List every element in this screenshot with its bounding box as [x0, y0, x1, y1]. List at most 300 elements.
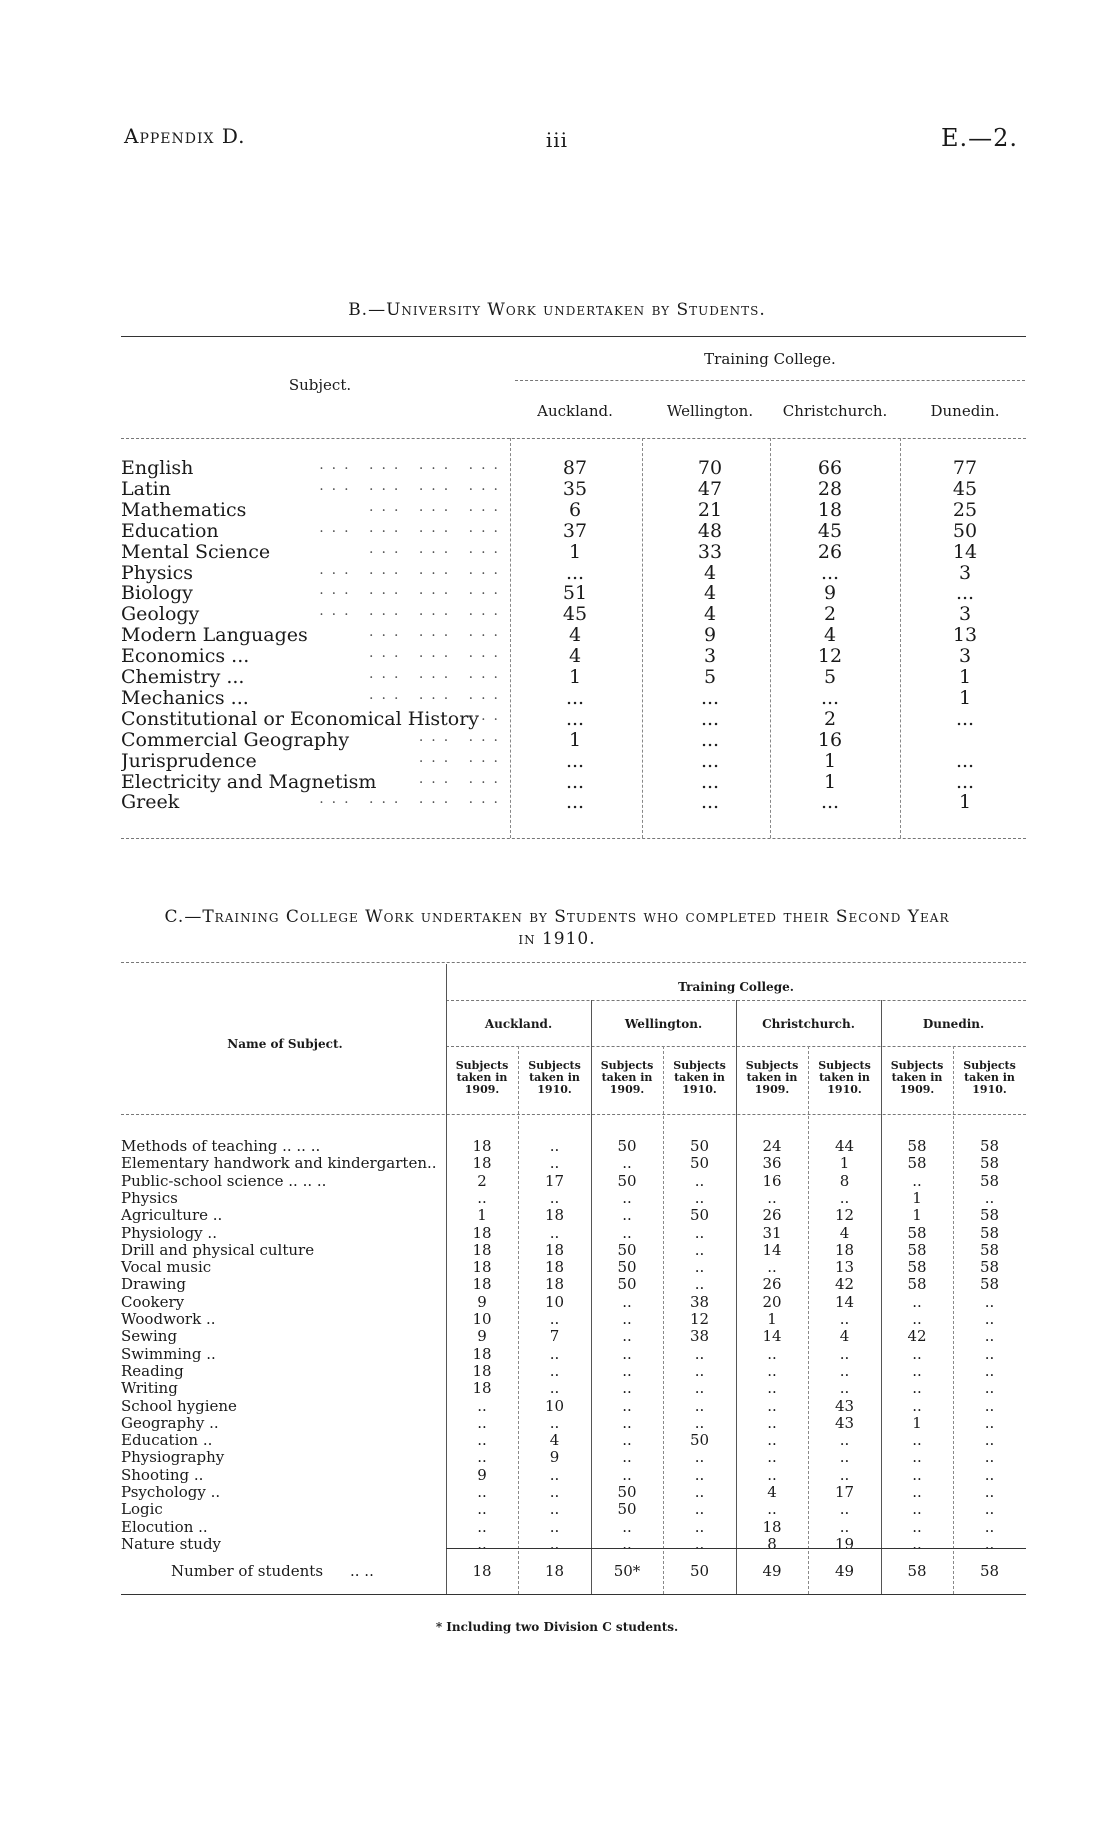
cell-value: 47 [697, 477, 723, 500]
cell-value: ... [955, 582, 975, 605]
cell-value: 4 [703, 603, 717, 626]
cell-value: 17 [834, 1483, 855, 1501]
cell-value: 17 [544, 1171, 565, 1190]
section-c-row [0, 1431, 1114, 1448]
subject-name: Education [121, 519, 219, 542]
section-c-total-rule [446, 1548, 1026, 1549]
cell-value: 18 [817, 498, 843, 521]
cell-value: 18 [472, 1240, 492, 1259]
cell-value: .. [549, 1154, 560, 1173]
cell-value: 66 [817, 457, 843, 479]
section-c-row [0, 1154, 1114, 1171]
cell-value: .. [694, 1534, 705, 1553]
cell-value: 58 [979, 1223, 1000, 1242]
subjects-taken-header: Subjects taken in 1910. [673, 1059, 726, 1096]
section-b-header-rule [121, 438, 1026, 439]
cell-value: .. [694, 1275, 705, 1294]
subjects-taken-header: Subjects taken in 1910. [818, 1059, 871, 1096]
subject-name: Physics [121, 1188, 178, 1207]
cell-value: 19 [834, 1534, 855, 1553]
cell-value: 43 [834, 1413, 855, 1432]
section-b-col-wellington: Wellington. [666, 402, 754, 420]
cell-value: .. [694, 1396, 705, 1415]
cell-value: .. [622, 1465, 632, 1484]
cell-value: 26 [762, 1206, 782, 1225]
cell-value: .. [549, 1500, 560, 1519]
cell-value: 50 [617, 1258, 637, 1277]
section-b-row [0, 687, 1114, 708]
subject-name: Public-school science .. .. .. [121, 1171, 327, 1190]
section-b-col-dunedin: Dunedin. [930, 402, 1000, 420]
cell-value: 2 [823, 707, 837, 730]
cell-value: 1 [823, 749, 837, 772]
leader-dots: ... ... ... ... [319, 791, 506, 808]
cell-value: 10 [544, 1396, 565, 1415]
section-c-row [0, 1275, 1114, 1292]
cell-value: 50 [952, 519, 978, 542]
cell-value: .. [477, 1500, 487, 1519]
leader-dots: ... ... [418, 749, 506, 766]
total-value: 49 [762, 1562, 782, 1580]
section-c-row [0, 1327, 1114, 1344]
section-b-row [0, 624, 1114, 645]
section-c-row [0, 1189, 1114, 1206]
subject-name: Nature study [121, 1534, 222, 1553]
section-c-title-line2: in 1910. [518, 929, 596, 949]
cell-value: ... [700, 707, 720, 730]
section-b-row [0, 541, 1114, 562]
cell-value: 50 [617, 1240, 637, 1259]
cell-value: .. [984, 1500, 995, 1519]
cell-value: 50 [617, 1171, 637, 1190]
cell-value: .. [984, 1448, 995, 1467]
cell-value: .. [767, 1465, 777, 1484]
cell-value: ... [700, 749, 720, 772]
subject-name: Drawing [121, 1275, 187, 1294]
cell-value: 20 [762, 1292, 782, 1311]
cell-value: .. [984, 1483, 995, 1501]
cell-value: 58 [979, 1258, 1000, 1277]
subject-name: Agriculture .. [121, 1206, 223, 1225]
section-b-group-header: Training College. [704, 350, 836, 368]
cell-value: .. [839, 1465, 850, 1484]
cell-value: 3 [703, 645, 717, 668]
subject-name: Writing [121, 1379, 178, 1398]
cell-value: 13 [952, 624, 978, 647]
cell-value: 18 [472, 1275, 492, 1294]
cell-value: 58 [907, 1223, 927, 1242]
leader-dots: ... ... ... [369, 624, 506, 641]
cell-value: 58 [907, 1137, 927, 1155]
subject-name: Elocution .. [121, 1517, 208, 1536]
cell-value: .. [622, 1206, 632, 1225]
cell-value: 9 [823, 582, 837, 605]
section-c-row [0, 1448, 1114, 1465]
cell-value: 50 [617, 1275, 637, 1294]
cell-value: .. [622, 1396, 632, 1415]
cell-value: .. [694, 1448, 705, 1467]
section-b-row [0, 729, 1114, 750]
cell-value: 9 [477, 1292, 487, 1311]
cell-value: .. [767, 1448, 777, 1467]
cell-value: 5 [703, 666, 717, 688]
subject-name: Jurisprudence [121, 749, 257, 772]
section-c-college-christchurch: Christchurch. [762, 1017, 855, 1031]
cell-value: 10 [544, 1292, 565, 1311]
cell-value: ... [955, 770, 975, 793]
cell-value: ... [700, 770, 720, 793]
cell-value: .. [767, 1413, 777, 1432]
total-label: Number of students [171, 1562, 324, 1580]
cell-value: 26 [762, 1275, 782, 1294]
cell-value: .. [767, 1379, 777, 1398]
cell-value: 18 [472, 1223, 492, 1242]
cell-value: .. [477, 1534, 487, 1553]
section-c-header-rule [121, 1114, 1026, 1115]
cell-value: ... [565, 770, 585, 793]
cell-value: 50 [617, 1483, 637, 1501]
section-c-row [0, 1518, 1114, 1535]
cell-value: .. [549, 1379, 560, 1398]
cell-value: .. [622, 1154, 632, 1173]
leader-dots: ... ... ... ... [319, 457, 506, 473]
cell-value: 1 [912, 1188, 922, 1207]
cell-value: .. [767, 1431, 777, 1450]
subject-name: Elementary handwork and kindergarten.. [121, 1154, 437, 1173]
cell-value: 9 [477, 1327, 487, 1346]
cell-value: .. [477, 1431, 487, 1450]
cell-value: .. [477, 1413, 487, 1432]
cell-value: 13 [834, 1258, 855, 1277]
cell-value: .. [622, 1327, 632, 1346]
cell-value: .. [984, 1431, 995, 1450]
leader-dots: ... ... ... [369, 540, 506, 557]
cell-value: 43 [834, 1396, 855, 1415]
cell-value: .. [694, 1379, 705, 1398]
cell-value: 4 [839, 1327, 850, 1346]
cell-value: 45 [562, 603, 588, 626]
cell-value: 2 [823, 603, 837, 626]
subject-name: Mental Science [121, 540, 271, 563]
cell-value: ... [565, 707, 585, 730]
cell-value: 38 [689, 1327, 710, 1346]
subject-name: Drill and physical culture [121, 1240, 315, 1259]
subject-name: Modern Languages [121, 624, 308, 647]
cell-value: .. [839, 1500, 850, 1519]
cell-value: 45 [817, 519, 843, 542]
leader-dots: .. .. [350, 1562, 374, 1580]
subject-name: Physiography [121, 1448, 225, 1467]
cell-value: 50 [617, 1500, 637, 1519]
cell-value: 1 [958, 791, 972, 814]
section-c-row [0, 1397, 1114, 1414]
cell-value: 48 [697, 519, 723, 542]
subjects-taken-header: Subjects taken in 1909. [745, 1059, 799, 1096]
section-c-top-rule [121, 962, 1026, 963]
subject-name: Mathematics [121, 498, 247, 521]
cell-value: .. [622, 1379, 632, 1398]
cell-value: .. [912, 1171, 922, 1190]
cell-value: .. [912, 1361, 922, 1380]
cell-value: .. [767, 1361, 777, 1380]
cell-value: 12 [834, 1206, 855, 1225]
cell-value: ... [820, 791, 840, 814]
subjects-taken-header: Subjects taken in 1909. [600, 1059, 654, 1096]
section-c-row [0, 1379, 1114, 1396]
cell-value: 18 [544, 1206, 565, 1225]
section-c-row [0, 1258, 1114, 1275]
cell-value: 18 [472, 1258, 492, 1277]
cell-value: .. [912, 1292, 922, 1311]
cell-value: .. [984, 1517, 995, 1536]
section-b-row [0, 562, 1114, 583]
cell-value: .. [549, 1413, 560, 1432]
cell-value: 58 [907, 1240, 927, 1259]
cell-value: 38 [689, 1292, 710, 1311]
cell-value: 4 [703, 561, 717, 584]
section-c-row [0, 1224, 1114, 1241]
cell-value: .. [694, 1240, 705, 1259]
cell-value: .. [477, 1448, 487, 1467]
cell-value: .. [984, 1344, 995, 1363]
cell-value: ... [955, 707, 975, 730]
section-c-footnote: * Including two Division C students. [435, 1620, 679, 1634]
cell-value: 7 [549, 1327, 560, 1346]
section-c-row [0, 1466, 1114, 1483]
cell-value: .. [694, 1483, 705, 1501]
subject-name: Mechanics ... [121, 686, 249, 709]
section-b-bottom-rule [121, 838, 1026, 839]
cell-value: 14 [952, 540, 978, 563]
cell-value: 3 [958, 645, 972, 668]
total-value: 18 [544, 1562, 565, 1580]
cell-value: 14 [834, 1292, 855, 1311]
cell-value: 18 [544, 1240, 565, 1259]
cell-value: .. [839, 1344, 850, 1363]
cell-value: 37 [562, 519, 588, 542]
subject-name: Sewing [121, 1327, 178, 1346]
cell-value: 2 [477, 1171, 487, 1190]
cell-value: 4 [823, 624, 837, 647]
cell-value: 1 [568, 666, 582, 688]
cell-value: 1 [568, 728, 582, 751]
section-c-row [0, 1310, 1114, 1327]
cell-value: .. [622, 1292, 632, 1311]
subject-name: Latin [121, 477, 171, 500]
cell-value: .. [912, 1465, 922, 1484]
subject-name: Physiology .. [121, 1223, 217, 1242]
cell-value: 25 [952, 498, 978, 521]
leader-dots: ... ... ... [369, 686, 506, 703]
subject-name: Logic [121, 1500, 163, 1519]
cell-value: .. [477, 1517, 487, 1536]
cell-value: .. [984, 1534, 995, 1553]
cell-value: .. [622, 1344, 632, 1363]
cell-value: 9 [477, 1465, 487, 1484]
total-value: 50 [689, 1562, 710, 1580]
leader-dots: ... ... ... [369, 498, 506, 515]
cell-value: .. [912, 1500, 922, 1519]
section-c-row [0, 1345, 1114, 1362]
cell-value: .. [622, 1413, 632, 1432]
cell-value: 50 [689, 1137, 710, 1155]
cell-value: 77 [952, 457, 978, 479]
cell-value: 1 [823, 770, 837, 793]
section-c-row [0, 1241, 1114, 1258]
cell-value: .. [912, 1310, 922, 1328]
cell-value: 14 [762, 1240, 782, 1259]
cell-value: .. [984, 1379, 995, 1398]
section-b-row [0, 582, 1114, 603]
section-c-name-header: Name of Subject. [227, 1037, 343, 1051]
cell-value: ... [565, 791, 585, 814]
section-c-row [0, 1293, 1114, 1310]
cell-value: 16 [762, 1171, 782, 1190]
cell-value: .. [694, 1344, 705, 1363]
cell-value: 28 [817, 477, 843, 500]
cell-value: 9 [549, 1448, 560, 1467]
cell-value: .. [912, 1517, 922, 1536]
total-value: 49 [834, 1562, 855, 1580]
cell-value: .. [767, 1500, 777, 1519]
section-c-title [0, 906, 1114, 950]
section-c-row [0, 1172, 1114, 1189]
section-c-row [0, 1500, 1114, 1517]
cell-value: 12 [689, 1310, 710, 1328]
subject-name: Constitutional or Economical History [121, 707, 480, 730]
cell-value: .. [912, 1396, 922, 1415]
subject-name: Methods of teaching .. .. .. [121, 1137, 321, 1155]
cell-value: .. [549, 1361, 560, 1380]
subject-name: Education .. [121, 1431, 213, 1450]
cell-value: .. [622, 1534, 632, 1553]
cell-value: .. [549, 1534, 560, 1553]
cell-value: .. [549, 1223, 560, 1242]
section-b-row [0, 520, 1114, 541]
section-b-row [0, 603, 1114, 624]
cell-value: 1 [477, 1206, 487, 1225]
section-c-row [0, 1483, 1114, 1500]
section-c-college-auckland: Auckland. [484, 1017, 553, 1031]
subject-name: English [121, 457, 194, 479]
total-value: 58 [907, 1562, 927, 1580]
cell-value: .. [912, 1379, 922, 1398]
cell-value: 1 [839, 1154, 850, 1173]
cell-value: .. [694, 1258, 705, 1277]
section-b-title: B.—University Work undertaken by Students. [348, 300, 766, 320]
cell-value: 36 [762, 1154, 782, 1173]
cell-value: 58 [979, 1154, 1000, 1173]
cell-value: 58 [979, 1171, 1000, 1190]
section-b-row [0, 666, 1114, 687]
cell-value: 4 [703, 582, 717, 605]
cell-value: 4 [568, 624, 582, 647]
section-b-row [0, 457, 1114, 478]
section-b-col-auckland: Auckland. [537, 402, 613, 420]
cell-value: 18 [472, 1154, 492, 1173]
cell-value: .. [912, 1483, 922, 1501]
cell-value: 1 [912, 1206, 922, 1225]
section-b-subject-header: Subject. [288, 376, 352, 394]
cell-value: 58 [907, 1258, 927, 1277]
cell-value: .. [839, 1517, 850, 1536]
cell-value: .. [549, 1137, 560, 1155]
leader-dots: ... [468, 707, 506, 724]
section-c-row [0, 1206, 1114, 1223]
section-b-row [0, 645, 1114, 666]
subject-name: Vocal music [121, 1258, 212, 1277]
subject-name: Economics ... [121, 645, 250, 668]
cell-value: 18 [544, 1275, 565, 1294]
cell-value: 87 [562, 457, 588, 479]
total-value: 50* [613, 1562, 641, 1580]
leader-dots: ... ... ... [369, 645, 506, 662]
section-c-title-line1: C.—Training College Work undertaken by Students who completed their Second Year [164, 907, 950, 927]
leader-dots: ... ... ... ... [319, 582, 506, 599]
cell-value: .. [622, 1188, 632, 1207]
leader-dots: ... ... [418, 728, 506, 745]
cell-value: .. [549, 1310, 560, 1328]
cell-value: 8 [839, 1171, 850, 1190]
cell-value: 10 [472, 1310, 492, 1328]
cell-value: .. [839, 1448, 850, 1467]
page-header-appendix: Appendix D. [124, 124, 246, 148]
cell-value: 12 [817, 645, 843, 668]
subject-name: Physics [121, 561, 193, 584]
cell-value: ... [955, 749, 975, 772]
section-c-row [0, 1535, 1114, 1552]
cell-value: 3 [958, 561, 972, 584]
page-number: iii [545, 128, 569, 152]
cell-value: 50 [689, 1154, 710, 1173]
cell-value: 18 [472, 1137, 492, 1155]
cell-value: 4 [568, 645, 582, 668]
cell-value: .. [622, 1310, 632, 1328]
subject-name: Chemistry ... [121, 666, 245, 688]
cell-value: .. [984, 1188, 995, 1207]
cell-value: .. [622, 1223, 632, 1242]
cell-value: ... [700, 728, 720, 751]
subject-name: Psychology .. [121, 1483, 221, 1501]
cell-value: 18 [472, 1344, 492, 1363]
section-c-row [0, 1137, 1114, 1154]
leader-dots: ... ... ... ... [319, 519, 506, 536]
cell-value: 1 [568, 540, 582, 563]
leader-dots: ... ... ... ... [319, 477, 506, 494]
cell-value: .. [984, 1396, 995, 1415]
leader-dots: ... ... ... ... [319, 561, 506, 578]
cell-value: 18 [834, 1240, 855, 1259]
section-b-top-rule [121, 336, 1026, 337]
section-b-row [0, 750, 1114, 771]
cell-value: .. [549, 1483, 560, 1501]
cell-value: .. [549, 1188, 560, 1207]
cell-value: 45 [952, 477, 978, 500]
cell-value: .. [767, 1344, 777, 1363]
section-b-row [0, 708, 1114, 729]
section-c-college-wellington: Wellington. [624, 1017, 703, 1031]
subject-name: Woodwork .. [121, 1310, 216, 1328]
cell-value: .. [694, 1188, 705, 1207]
subject-name: Commercial Geography [121, 728, 350, 751]
section-b-group-rule [515, 380, 1025, 381]
cell-value: .. [839, 1379, 850, 1398]
leader-dots: ... ... ... [369, 666, 506, 682]
section-c-row [0, 1414, 1114, 1431]
cell-value: .. [622, 1448, 632, 1467]
cell-value: .. [694, 1517, 705, 1536]
cell-value: .. [984, 1310, 995, 1328]
